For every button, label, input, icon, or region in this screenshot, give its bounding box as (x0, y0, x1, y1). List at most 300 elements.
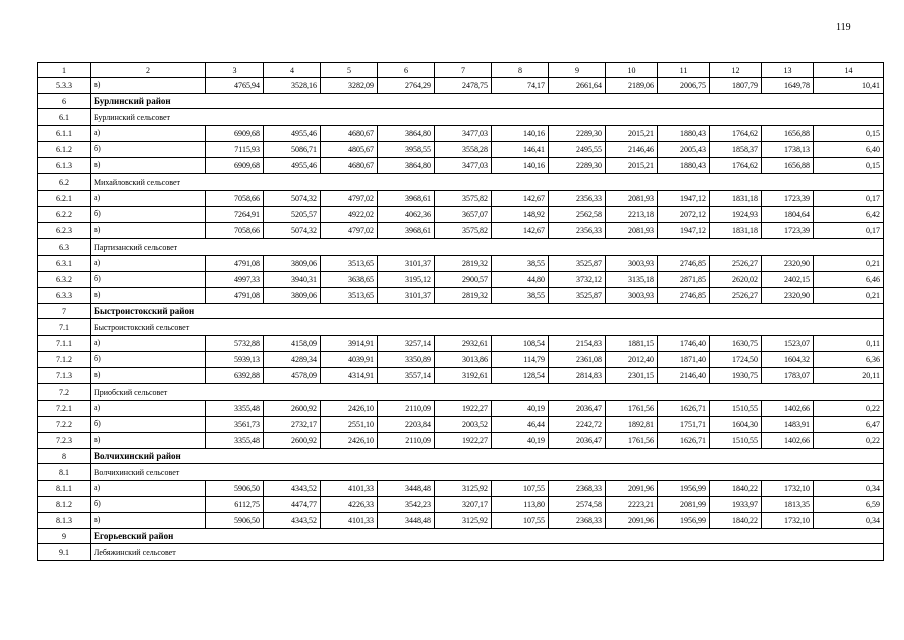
value-cell: 1402,66 (762, 433, 814, 449)
variant-label: а) (91, 191, 206, 207)
column-number: 4 (264, 63, 321, 78)
value-cell: 2072,12 (658, 207, 710, 223)
row-code: 8 (38, 449, 91, 464)
value-cell: 1933,97 (710, 497, 762, 513)
value-cell: 1723,39 (762, 223, 814, 239)
value-cell: 140,16 (492, 126, 549, 142)
council-title: Партизанский сельсовет (91, 239, 884, 256)
value-cell: 1761,56 (606, 433, 658, 449)
column-number-row (38, 63, 884, 78)
value-cell: 2600,92 (264, 433, 321, 449)
council-row (38, 174, 884, 191)
row-code: 7.2.2 (38, 417, 91, 433)
column-number: 1 (38, 63, 91, 78)
council-row (38, 544, 884, 561)
value-cell: 2003,52 (435, 417, 492, 433)
value-cell: 3513,65 (321, 288, 378, 304)
variant-label: в) (91, 288, 206, 304)
value-cell: 3968,61 (378, 191, 435, 207)
value-cell: 1922,27 (435, 401, 492, 417)
value-cell: 146,41 (492, 142, 549, 158)
value-cell: 1880,43 (658, 126, 710, 142)
variant-label: в) (91, 78, 206, 94)
value-cell: 2301,15 (606, 368, 658, 384)
value-cell: 3448,48 (378, 481, 435, 497)
value-cell: 1840,22 (710, 513, 762, 529)
column-number: 7 (435, 63, 492, 78)
value-cell: 2146,46 (606, 142, 658, 158)
value-cell: 3350,89 (378, 352, 435, 368)
value-cell: 6112,75 (206, 497, 264, 513)
value-cell: 0,22 (814, 433, 884, 449)
variant-label: б) (91, 497, 206, 513)
variant-label: а) (91, 336, 206, 352)
value-cell: 148,92 (492, 207, 549, 223)
value-cell: 2819,32 (435, 256, 492, 272)
table-row (38, 433, 884, 449)
value-cell: 0,34 (814, 481, 884, 497)
value-cell: 4955,46 (264, 126, 321, 142)
council-row (38, 464, 884, 481)
row-code: 6.3 (38, 239, 91, 256)
value-cell: 2091,96 (606, 513, 658, 529)
table-row (38, 401, 884, 417)
value-cell: 1871,40 (658, 352, 710, 368)
table-row (38, 481, 884, 497)
row-code: 6.3.1 (38, 256, 91, 272)
value-cell: 3809,06 (264, 256, 321, 272)
value-cell: 2526,27 (710, 288, 762, 304)
value-cell: 6,46 (814, 272, 884, 288)
value-cell: 2426,10 (321, 433, 378, 449)
variant-label: а) (91, 256, 206, 272)
value-cell: 1831,18 (710, 223, 762, 239)
value-cell: 0,22 (814, 401, 884, 417)
row-code: 8.1.1 (38, 481, 91, 497)
variant-label: в) (91, 513, 206, 529)
council-row (38, 319, 884, 336)
variant-label: в) (91, 158, 206, 174)
column-number: 8 (492, 63, 549, 78)
value-cell: 3513,65 (321, 256, 378, 272)
value-cell: 2932,61 (435, 336, 492, 352)
value-cell: 5205,57 (264, 207, 321, 223)
value-cell: 3207,17 (435, 497, 492, 513)
column-number: 14 (814, 63, 884, 78)
row-code: 6.3.2 (38, 272, 91, 288)
value-cell: 1523,07 (762, 336, 814, 352)
value-cell: 2900,57 (435, 272, 492, 288)
variant-label: а) (91, 126, 206, 142)
row-code: 7.2.1 (38, 401, 91, 417)
council-title: Михайловский сельсовет (91, 174, 884, 191)
value-cell: 142,67 (492, 223, 549, 239)
row-code: 6.2 (38, 174, 91, 191)
table-row (38, 78, 884, 94)
value-cell: 2213,18 (606, 207, 658, 223)
value-cell: 2289,30 (549, 126, 606, 142)
column-number: 3 (206, 63, 264, 78)
value-cell: 4680,67 (321, 126, 378, 142)
value-cell: 1804,64 (762, 207, 814, 223)
district-row (38, 94, 884, 109)
value-cell: 1858,37 (710, 142, 762, 158)
variant-label: в) (91, 368, 206, 384)
row-code: 6.2.3 (38, 223, 91, 239)
value-cell: 2426,10 (321, 401, 378, 417)
value-cell: 2289,30 (549, 158, 606, 174)
column-number: 6 (378, 63, 435, 78)
value-cell: 2242,72 (549, 417, 606, 433)
value-cell: 107,55 (492, 481, 549, 497)
council-row (38, 239, 884, 256)
value-cell: 2764,29 (378, 78, 435, 94)
row-code: 6.1.3 (38, 158, 91, 174)
value-cell: 1922,27 (435, 433, 492, 449)
value-cell: 2110,09 (378, 401, 435, 417)
value-cell: 3809,06 (264, 288, 321, 304)
value-cell: 6909,68 (206, 158, 264, 174)
value-cell: 40,19 (492, 401, 549, 417)
row-code: 7 (38, 304, 91, 319)
value-cell: 2495,55 (549, 142, 606, 158)
value-cell: 4680,67 (321, 158, 378, 174)
value-cell: 0,11 (814, 336, 884, 352)
table-row (38, 142, 884, 158)
value-cell: 2361,08 (549, 352, 606, 368)
value-cell: 1738,13 (762, 142, 814, 158)
value-cell: 3125,92 (435, 481, 492, 497)
value-cell: 2005,43 (658, 142, 710, 158)
table-row (38, 497, 884, 513)
row-code: 5.3.3 (38, 78, 91, 94)
value-cell: 2203,84 (378, 417, 435, 433)
value-cell: 3135,18 (606, 272, 658, 288)
row-code: 6.1.1 (38, 126, 91, 142)
value-cell: 4997,33 (206, 272, 264, 288)
value-cell: 1881,15 (606, 336, 658, 352)
value-cell: 3003,93 (606, 288, 658, 304)
value-cell: 2871,85 (658, 272, 710, 288)
value-cell: 2368,33 (549, 513, 606, 529)
value-cell: 1483,91 (762, 417, 814, 433)
row-code: 8.1 (38, 464, 91, 481)
value-cell: 1510,55 (710, 401, 762, 417)
value-cell: 3940,31 (264, 272, 321, 288)
value-cell: 0,34 (814, 513, 884, 529)
value-cell: 4578,09 (264, 368, 321, 384)
value-cell: 4101,33 (321, 513, 378, 529)
value-cell: 40,19 (492, 433, 549, 449)
table-row (38, 352, 884, 368)
page-number: 119 (836, 22, 851, 33)
council-title: Приобский сельсовет (91, 384, 884, 401)
value-cell: 46,44 (492, 417, 549, 433)
value-cell: 2146,40 (658, 368, 710, 384)
row-code: 7.1.1 (38, 336, 91, 352)
variant-label: б) (91, 417, 206, 433)
value-cell: 128,54 (492, 368, 549, 384)
column-number: 12 (710, 63, 762, 78)
value-cell: 4805,67 (321, 142, 378, 158)
row-code: 9 (38, 529, 91, 544)
district-row (38, 529, 884, 544)
value-cell: 38,55 (492, 256, 549, 272)
value-cell: 1761,56 (606, 401, 658, 417)
column-number: 13 (762, 63, 814, 78)
value-cell: 4039,91 (321, 352, 378, 368)
value-cell: 1402,66 (762, 401, 814, 417)
value-cell: 4791,08 (206, 288, 264, 304)
district-title: Бурлинский район (91, 94, 884, 109)
value-cell: 2036,47 (549, 433, 606, 449)
value-cell: 1930,75 (710, 368, 762, 384)
value-cell: 2620,02 (710, 272, 762, 288)
value-cell: 6,59 (814, 497, 884, 513)
value-cell: 3192,61 (435, 368, 492, 384)
value-cell: 5906,50 (206, 481, 264, 497)
table-row (38, 336, 884, 352)
value-cell: 1732,10 (762, 481, 814, 497)
value-cell: 2732,17 (264, 417, 321, 433)
value-cell: 3914,91 (321, 336, 378, 352)
value-cell: 6,40 (814, 142, 884, 158)
value-cell: 107,55 (492, 513, 549, 529)
value-cell: 0,21 (814, 288, 884, 304)
district-title: Егорьевский район (91, 529, 884, 544)
value-cell: 1947,12 (658, 191, 710, 207)
value-cell: 0,21 (814, 256, 884, 272)
table-row (38, 158, 884, 174)
value-cell: 2746,85 (658, 256, 710, 272)
value-cell: 20,11 (814, 368, 884, 384)
value-cell: 3732,12 (549, 272, 606, 288)
value-cell: 1630,75 (710, 336, 762, 352)
table-row (38, 417, 884, 433)
value-cell: 5732,88 (206, 336, 264, 352)
variant-label: а) (91, 401, 206, 417)
value-cell: 114,79 (492, 352, 549, 368)
value-cell: 1656,88 (762, 158, 814, 174)
value-cell: 1626,71 (658, 401, 710, 417)
value-cell: 6,42 (814, 207, 884, 223)
value-cell: 5086,71 (264, 142, 321, 158)
table-row (38, 256, 884, 272)
row-code: 6 (38, 94, 91, 109)
row-code: 7.1.2 (38, 352, 91, 368)
value-cell: 3477,03 (435, 158, 492, 174)
value-cell: 3557,14 (378, 368, 435, 384)
value-cell: 7115,93 (206, 142, 264, 158)
row-code: 6.2.2 (38, 207, 91, 223)
row-code: 8.1.3 (38, 513, 91, 529)
value-cell: 4797,02 (321, 223, 378, 239)
column-number: 9 (549, 63, 606, 78)
value-cell: 3968,61 (378, 223, 435, 239)
value-cell: 142,67 (492, 191, 549, 207)
value-cell: 3355,48 (206, 401, 264, 417)
value-cell: 2110,09 (378, 433, 435, 449)
value-cell: 3525,87 (549, 288, 606, 304)
value-cell: 4474,77 (264, 497, 321, 513)
value-cell: 6392,88 (206, 368, 264, 384)
table-row (38, 288, 884, 304)
variant-label: б) (91, 272, 206, 288)
table-row (38, 368, 884, 384)
value-cell: 4226,33 (321, 497, 378, 513)
value-cell: 1604,32 (762, 352, 814, 368)
value-cell: 2015,21 (606, 158, 658, 174)
value-cell: 7264,91 (206, 207, 264, 223)
table-row (38, 191, 884, 207)
value-cell: 3013,86 (435, 352, 492, 368)
council-title: Быстроистокский сельсовет (91, 319, 884, 336)
value-cell: 4343,52 (264, 481, 321, 497)
value-cell: 4955,46 (264, 158, 321, 174)
value-cell: 6,36 (814, 352, 884, 368)
value-cell: 3525,87 (549, 256, 606, 272)
council-row (38, 384, 884, 401)
value-cell: 6,47 (814, 417, 884, 433)
value-cell: 3558,28 (435, 142, 492, 158)
value-cell: 2746,85 (658, 288, 710, 304)
variant-label: в) (91, 223, 206, 239)
council-title: Волчихинский сельсовет (91, 464, 884, 481)
column-number: 5 (321, 63, 378, 78)
value-cell: 4062,36 (378, 207, 435, 223)
value-cell: 5906,50 (206, 513, 264, 529)
value-cell: 2081,93 (606, 223, 658, 239)
value-cell: 1746,40 (658, 336, 710, 352)
value-cell: 2012,40 (606, 352, 658, 368)
value-cell: 3528,16 (264, 78, 321, 94)
value-cell: 44,80 (492, 272, 549, 288)
table-row (38, 272, 884, 288)
table-row (38, 207, 884, 223)
value-cell: 1764,62 (710, 158, 762, 174)
value-cell: 3575,82 (435, 191, 492, 207)
value-cell: 3195,12 (378, 272, 435, 288)
value-cell: 3125,92 (435, 513, 492, 529)
value-cell: 3864,80 (378, 126, 435, 142)
value-cell: 3003,93 (606, 256, 658, 272)
value-cell: 2223,21 (606, 497, 658, 513)
variant-label: б) (91, 207, 206, 223)
value-cell: 7058,66 (206, 223, 264, 239)
value-cell: 3561,73 (206, 417, 264, 433)
value-cell: 7058,66 (206, 191, 264, 207)
variant-label: б) (91, 142, 206, 158)
value-cell: 2478,75 (435, 78, 492, 94)
value-cell: 1751,71 (658, 417, 710, 433)
column-number: 2 (91, 63, 206, 78)
value-cell: 5074,32 (264, 223, 321, 239)
value-cell: 3282,09 (321, 78, 378, 94)
value-cell: 2402,15 (762, 272, 814, 288)
value-cell: 4797,02 (321, 191, 378, 207)
value-cell: 4343,52 (264, 513, 321, 529)
value-cell: 1626,71 (658, 433, 710, 449)
value-cell: 0,15 (814, 126, 884, 142)
council-row (38, 109, 884, 126)
value-cell: 2526,27 (710, 256, 762, 272)
value-cell: 4791,08 (206, 256, 264, 272)
value-cell: 1732,10 (762, 513, 814, 529)
row-code: 9.1 (38, 544, 91, 561)
table-row (38, 126, 884, 142)
value-cell: 0,17 (814, 191, 884, 207)
value-cell: 1604,30 (710, 417, 762, 433)
value-cell: 4101,33 (321, 481, 378, 497)
row-code: 8.1.2 (38, 497, 91, 513)
value-cell: 1510,55 (710, 433, 762, 449)
value-cell: 1656,88 (762, 126, 814, 142)
value-cell: 2091,96 (606, 481, 658, 497)
row-code: 7.2 (38, 384, 91, 401)
value-cell: 2814,83 (549, 368, 606, 384)
value-cell: 3657,07 (435, 207, 492, 223)
variant-label: в) (91, 433, 206, 449)
council-title: Бурлинский сельсовет (91, 109, 884, 126)
value-cell: 2320,90 (762, 288, 814, 304)
district-row (38, 304, 884, 319)
row-code: 7.1 (38, 319, 91, 336)
value-cell: 5939,13 (206, 352, 264, 368)
value-cell: 6909,68 (206, 126, 264, 142)
value-cell: 2154,83 (549, 336, 606, 352)
value-cell: 3257,14 (378, 336, 435, 352)
value-cell: 1724,50 (710, 352, 762, 368)
value-cell: 3101,37 (378, 288, 435, 304)
row-code: 7.2.3 (38, 433, 91, 449)
table-row (38, 223, 884, 239)
value-cell: 1764,62 (710, 126, 762, 142)
value-cell: 2551,10 (321, 417, 378, 433)
value-cell: 1892,81 (606, 417, 658, 433)
value-cell: 10,41 (814, 78, 884, 94)
value-cell: 113,80 (492, 497, 549, 513)
value-cell: 2320,90 (762, 256, 814, 272)
value-cell: 1924,93 (710, 207, 762, 223)
variant-label: б) (91, 352, 206, 368)
value-cell: 2356,33 (549, 223, 606, 239)
value-cell: 1840,22 (710, 481, 762, 497)
value-cell: 2036,47 (549, 401, 606, 417)
row-code: 6.3.3 (38, 288, 91, 304)
value-cell: 2574,58 (549, 497, 606, 513)
value-cell: 140,16 (492, 158, 549, 174)
value-cell: 1723,39 (762, 191, 814, 207)
value-cell: 74,17 (492, 78, 549, 94)
value-cell: 2356,33 (549, 191, 606, 207)
variant-label: а) (91, 481, 206, 497)
value-cell: 3542,23 (378, 497, 435, 513)
value-cell: 2562,58 (549, 207, 606, 223)
value-cell: 3958,55 (378, 142, 435, 158)
value-cell: 1813,35 (762, 497, 814, 513)
value-cell: 2189,06 (606, 78, 658, 94)
value-cell: 2819,32 (435, 288, 492, 304)
tariff-table (37, 62, 884, 561)
value-cell: 1649,78 (762, 78, 814, 94)
value-cell: 3448,48 (378, 513, 435, 529)
value-cell: 2600,92 (264, 401, 321, 417)
council-title: Лебяжинский сельсовет (91, 544, 884, 561)
value-cell: 0,15 (814, 158, 884, 174)
value-cell: 3638,65 (321, 272, 378, 288)
table-body (38, 63, 884, 561)
value-cell: 2081,93 (606, 191, 658, 207)
